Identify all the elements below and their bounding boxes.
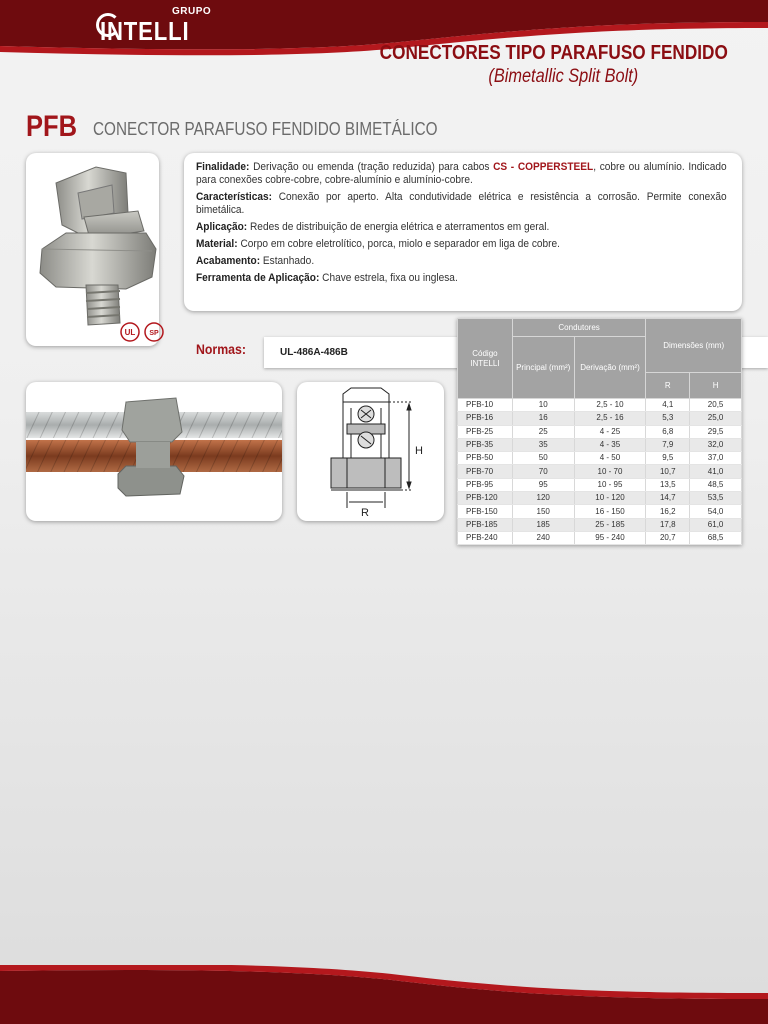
cell-h: 32,0 <box>690 438 742 451</box>
cell-principal: 35 <box>512 438 574 451</box>
cell-code: PFB-50 <box>458 452 513 465</box>
table-row <box>458 505 742 518</box>
cell-derivacao: 4 - 35 <box>574 438 646 451</box>
ul-mark-text: UL <box>124 328 136 337</box>
logo-name-text: INTELLI <box>100 16 190 46</box>
coppersteel-highlight: CS - COPPERSTEEL <box>493 161 594 173</box>
finalidade-paragraph <box>196 161 727 187</box>
finalidade-label: Finalidade: <box>196 161 250 173</box>
split-bolt-photo <box>26 153 159 346</box>
cell-derivacao: 10 - 95 <box>574 478 646 491</box>
col-group-condutores: Condutores <box>512 319 646 337</box>
cell-r: 13,5 <box>646 478 690 491</box>
cell-code: PFB-16 <box>458 412 513 425</box>
cell-r: 6,8 <box>646 425 690 438</box>
caracteristicas-paragraph <box>196 191 727 217</box>
csa-mark-text: SP <box>149 330 159 337</box>
cell-h: 25,0 <box>690 412 742 425</box>
aplicacao-text: Redes de distribuição de energia elétrica e aterramentos em geral. <box>247 221 550 233</box>
normas-value: UL-486A-486B <box>280 347 348 358</box>
cell-h: 41,0 <box>690 465 742 478</box>
logo-group-text: GRUPO <box>172 6 212 17</box>
intelli-logo <box>96 6 236 46</box>
material-paragraph <box>196 238 727 251</box>
cell-code: PFB-25 <box>458 425 513 438</box>
cell-derivacao: 4 - 50 <box>574 452 646 465</box>
cell-h: 53,5 <box>690 492 742 505</box>
col-header-h: H <box>690 373 742 399</box>
specification-table <box>457 318 742 545</box>
table-row <box>458 531 742 544</box>
cell-code: PFB-240 <box>458 531 513 544</box>
catalog-title: CONECTORES TIPO PARAFUSO FENDIDO <box>379 42 728 64</box>
cell-principal: 95 <box>512 478 574 491</box>
table-row <box>458 465 742 478</box>
acabamento-paragraph <box>196 255 727 268</box>
ferramenta-text: Chave estrela, fixa ou inglesa. <box>319 272 458 284</box>
acabamento-label: Acabamento: <box>196 255 261 267</box>
acabamento-text: Estanhado. <box>260 255 315 267</box>
technical-drawing <box>297 382 444 521</box>
cell-h: 37,0 <box>690 452 742 465</box>
cell-r: 16,2 <box>646 505 690 518</box>
cell-h: 54,0 <box>690 505 742 518</box>
normas-label: Normas: <box>196 341 246 357</box>
caracteristicas-label: Características: <box>196 191 272 203</box>
cell-r: 17,8 <box>646 518 690 531</box>
cell-code: PFB-70 <box>458 465 513 478</box>
ferramenta-label: Ferramenta de Aplicação: <box>196 272 320 284</box>
footer-band <box>0 965 768 1024</box>
cell-h: 48,5 <box>690 478 742 491</box>
dimension-h-label: H <box>415 445 423 457</box>
col-group-dimensoes: Dimensões (mm) <box>646 319 742 373</box>
cell-code: PFB-150 <box>458 505 513 518</box>
cell-principal: 185 <box>512 518 574 531</box>
cell-h: 20,5 <box>690 399 742 412</box>
cell-principal: 240 <box>512 531 574 544</box>
table-row <box>458 518 742 531</box>
connector-on-cables-photo <box>26 382 282 521</box>
product-name: CONECTOR PARAFUSO FENDIDO BIMETÁLICO <box>93 119 438 139</box>
catalog-subtitle: (Bimetallic Split Bolt) <box>488 66 638 87</box>
aplicacao-label: Aplicação: <box>196 221 248 233</box>
table-row <box>458 492 742 505</box>
cell-derivacao: 25 - 185 <box>574 518 646 531</box>
aplicacao-paragraph <box>196 221 727 234</box>
caracteristicas-text: Conexão por aperto. Alta condutividade elétrica e resistência a corrosão. Permite conexão bimetálica. <box>196 191 727 216</box>
cell-r: 20,7 <box>646 531 690 544</box>
cell-code: PFB-10 <box>458 399 513 412</box>
cell-r: 14,7 <box>646 492 690 505</box>
cell-principal: 120 <box>512 492 574 505</box>
product-photo-card <box>26 153 159 346</box>
cell-principal: 16 <box>512 412 574 425</box>
cell-r: 5,3 <box>646 412 690 425</box>
table-row <box>458 452 742 465</box>
cell-derivacao: 4 - 25 <box>574 425 646 438</box>
cell-derivacao: 2,5 - 16 <box>574 412 646 425</box>
cell-derivacao: 95 - 240 <box>574 531 646 544</box>
ferramenta-paragraph <box>196 272 727 285</box>
cell-principal: 25 <box>512 425 574 438</box>
cell-code: PFB-35 <box>458 438 513 451</box>
col-header-principal: Principal (mm²) <box>512 337 574 399</box>
col-header-code: Código INTELLI <box>458 319 513 399</box>
description-box <box>184 153 742 311</box>
table-row <box>458 438 742 451</box>
specification-table-body <box>458 399 742 545</box>
material-text: Corpo em cobre eletrolítico, porca, miolo e separador em liga de cobre. <box>237 238 560 250</box>
table-row <box>458 399 742 412</box>
finalidade-text-2: , cobre ou alumínio. Indicado para conexões cobre-cobre, cobre-alumínio e alumínio-cobre. <box>196 161 727 186</box>
cell-h: 29,5 <box>690 425 742 438</box>
cable-application-photo <box>26 382 282 521</box>
technical-drawing-card <box>297 382 444 521</box>
cell-principal: 70 <box>512 465 574 478</box>
table-row <box>458 425 742 438</box>
cell-derivacao: 16 - 150 <box>574 505 646 518</box>
table-row <box>458 478 742 491</box>
cell-code: PFB-120 <box>458 492 513 505</box>
cell-r: 7,9 <box>646 438 690 451</box>
cell-derivacao: 10 - 70 <box>574 465 646 478</box>
product-code: PFB <box>26 110 77 143</box>
col-header-derivacao: Derivação (mm²) <box>574 337 646 399</box>
table-row <box>458 412 742 425</box>
cell-derivacao: 2,5 - 10 <box>574 399 646 412</box>
cell-h: 68,5 <box>690 531 742 544</box>
certification-marks <box>120 320 168 344</box>
cell-principal: 50 <box>512 452 574 465</box>
dimension-r-label: R <box>361 507 369 519</box>
cell-principal: 150 <box>512 505 574 518</box>
cell-r: 10,7 <box>646 465 690 478</box>
cell-code: PFB-95 <box>458 478 513 491</box>
cell-code: PFB-185 <box>458 518 513 531</box>
cell-r: 4,1 <box>646 399 690 412</box>
cell-h: 61,0 <box>690 518 742 531</box>
finalidade-text-1: Derivação ou emenda (tração reduzida) para cabos <box>249 161 494 173</box>
cell-r: 9,5 <box>646 452 690 465</box>
col-header-r: R <box>646 373 690 399</box>
cell-principal: 10 <box>512 399 574 412</box>
material-label: Material: <box>196 238 238 250</box>
cell-derivacao: 10 - 120 <box>574 492 646 505</box>
